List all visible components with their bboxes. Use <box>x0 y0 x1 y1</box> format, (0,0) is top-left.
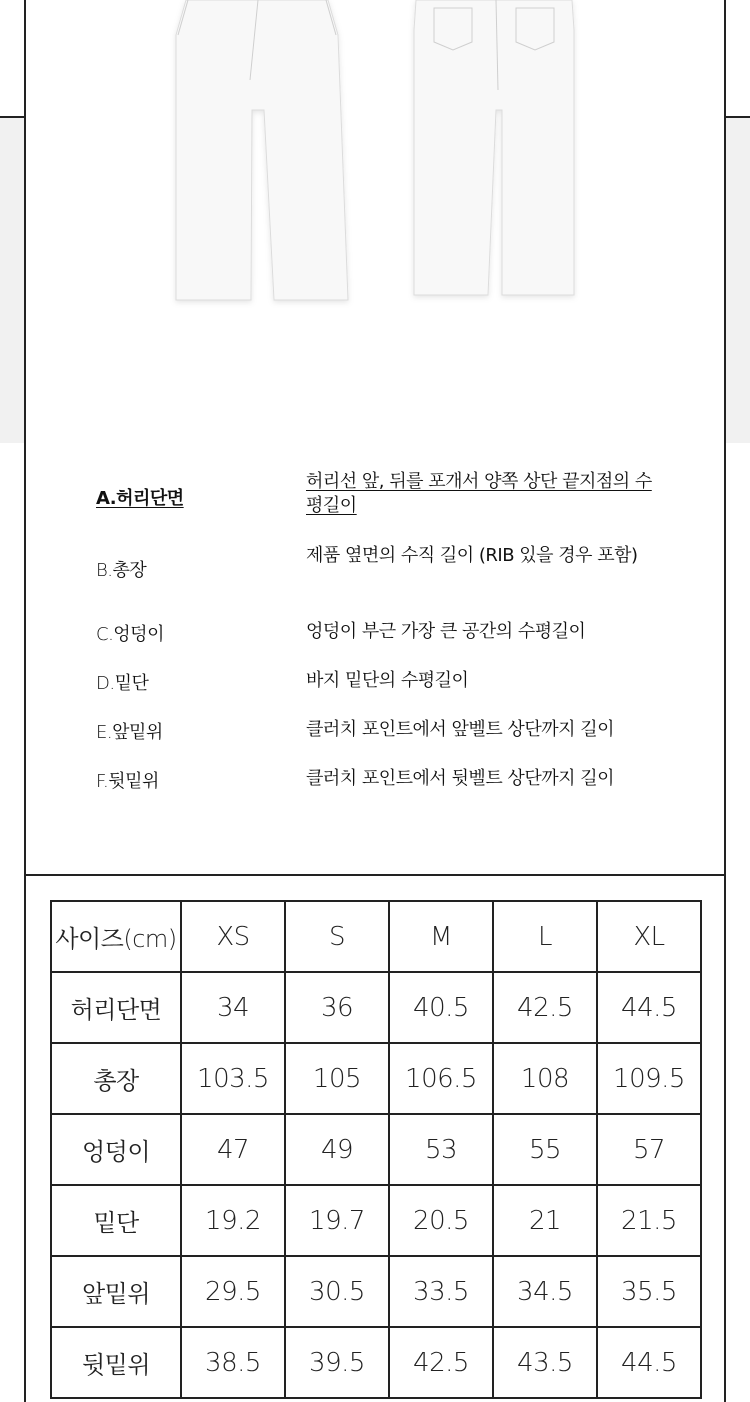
definition-description: 제품 옆면의 수직 길이 (RIB 있을 경우 포함) <box>306 545 638 566</box>
table-header-cell: M <box>389 901 493 972</box>
table-cell: 53 <box>389 1114 493 1185</box>
table-cell: 44.5 <box>597 1327 701 1398</box>
table-cell: 19.7 <box>285 1185 389 1256</box>
table-row <box>51 1256 701 1327</box>
table-cell: 19.2 <box>181 1185 285 1256</box>
table-cell: 109.5 <box>597 1043 701 1114</box>
table-cell: 108 <box>493 1043 597 1114</box>
table-cell: 21.5 <box>597 1185 701 1256</box>
table-cell: 35.5 <box>597 1256 701 1327</box>
table-row <box>51 1043 701 1114</box>
definition-label: D.밑단 <box>96 673 149 694</box>
table-row-header: 허리단면 <box>51 972 181 1043</box>
table-header-row <box>51 901 701 972</box>
table-row <box>51 1114 701 1185</box>
table-header-cell: S <box>285 901 389 972</box>
size-table <box>50 900 702 1399</box>
left-side-background <box>0 118 24 443</box>
table-header-cell: XL <box>597 901 701 972</box>
table-cell: 34.5 <box>493 1256 597 1327</box>
table-header-cell: 사이즈(cm) <box>51 901 181 972</box>
table-cell: 44.5 <box>597 972 701 1043</box>
table-cell: 47 <box>181 1114 285 1185</box>
definition-description: 바지 밑단의 수평길이 <box>306 670 469 691</box>
table-cell: 30.5 <box>285 1256 389 1327</box>
section-divider <box>26 874 724 876</box>
table-header-cell: XS <box>181 901 285 972</box>
table-row-header: 총장 <box>51 1043 181 1114</box>
definition-label: A.허리단면 <box>96 488 184 509</box>
table-cell: 29.5 <box>181 1256 285 1327</box>
table-cell: 105 <box>285 1043 389 1114</box>
definition-description: 엉덩이 부근 가장 큰 공간의 수평길이 <box>306 621 586 642</box>
table-cell: 38.5 <box>181 1327 285 1398</box>
table-header-cell: L <box>493 901 597 972</box>
table-cell: 34 <box>181 972 285 1043</box>
table-cell: 40.5 <box>389 972 493 1043</box>
pants-front-view <box>176 0 348 300</box>
table-cell: 103.5 <box>181 1043 285 1114</box>
table-cell: 33.5 <box>389 1256 493 1327</box>
table-cell: 21 <box>493 1185 597 1256</box>
table-row <box>51 972 701 1043</box>
pants-back-view <box>414 0 574 295</box>
right-side-rule <box>726 116 750 118</box>
size-guide-frame <box>24 0 726 1402</box>
table-cell: 36 <box>285 972 389 1043</box>
definition-label: F.뒷밑위 <box>96 771 159 792</box>
table-row-header: 뒷밑위 <box>51 1327 181 1398</box>
definition-label: B.총장 <box>96 560 147 581</box>
table-cell: 49 <box>285 1114 389 1185</box>
definition-description: 허리선 앞, 뒤를 포개서 양쪽 상단 끝지점의 수평길이 <box>306 471 652 516</box>
definition-description: 클러치 포인트에서 앞벨트 상단까지 길이 <box>306 719 614 740</box>
table-row-header: 엉덩이 <box>51 1114 181 1185</box>
definition-label: E.앞밑위 <box>96 722 163 743</box>
table-row <box>51 1327 701 1398</box>
table-cell: 57 <box>597 1114 701 1185</box>
pants-illustration <box>26 0 724 330</box>
table-cell: 55 <box>493 1114 597 1185</box>
definition-label: C.엉덩이 <box>96 624 164 645</box>
left-side-rule <box>0 116 24 118</box>
table-cell: 42.5 <box>389 1327 493 1398</box>
table-row <box>51 1185 701 1256</box>
table-cell: 42.5 <box>493 972 597 1043</box>
right-side-background <box>726 118 750 443</box>
table-cell: 39.5 <box>285 1327 389 1398</box>
table-cell: 20.5 <box>389 1185 493 1256</box>
table-cell: 106.5 <box>389 1043 493 1114</box>
definition-description: 클러치 포인트에서 뒷벨트 상단까지 길이 <box>306 768 614 789</box>
table-row-header: 앞밑위 <box>51 1256 181 1327</box>
table-cell: 43.5 <box>493 1327 597 1398</box>
table-row-header: 밑단 <box>51 1185 181 1256</box>
